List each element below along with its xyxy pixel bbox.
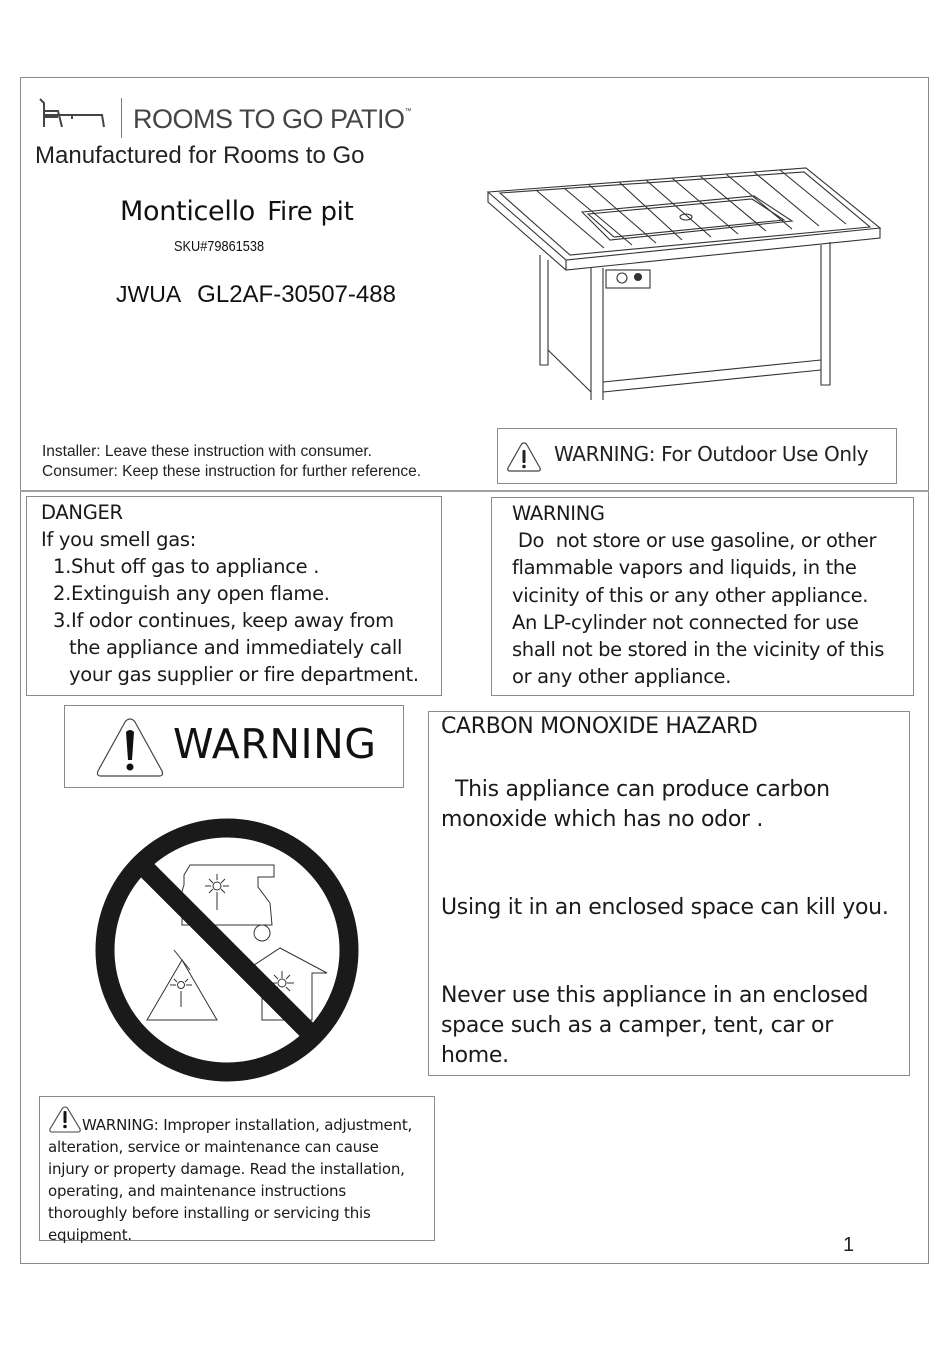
page-number: 1	[843, 1234, 855, 1256]
outdoor-use-warning	[497, 428, 897, 484]
section-divider	[20, 490, 929, 492]
big-warning-banner	[64, 705, 404, 788]
outdoor-warning-text: WARNING: For Outdoor Use Only	[554, 442, 869, 466]
install-warning-line	[48, 1105, 426, 1136]
model-prefix: JWUA	[116, 281, 182, 307]
danger-step: 2.Extinguish any open flame.	[53, 582, 330, 605]
no-enclosed-space-icon	[92, 815, 362, 1085]
warning-line: vicinity of this or any other appliance.	[512, 583, 869, 607]
install-warning-line: equipment.	[48, 1226, 132, 1244]
consumer-note: Consumer: Keep these instruction for further reference.	[42, 463, 422, 480]
warning-heading: WARNING	[512, 502, 605, 525]
co-para3-line1: Never use this appliance in an enclosed	[441, 983, 869, 1008]
logo-separator	[121, 98, 122, 138]
install-warning-line: thoroughly before installing or servicing this	[48, 1204, 371, 1222]
carbon-monoxide-hazard-box	[428, 711, 910, 1076]
gasoline-warning-box	[491, 497, 914, 696]
co-para3-line3: home.	[441, 1043, 509, 1068]
danger-box	[26, 496, 442, 696]
danger-intro: If you smell gas:	[41, 528, 196, 551]
warning-triangle-icon	[95, 716, 165, 780]
product-name: Monticello	[120, 196, 255, 227]
co-para1-line2: monoxide which has no odor .	[441, 807, 764, 832]
instruction-notes	[42, 442, 421, 482]
co-para2: Using it in an enclosed space can kill you.	[441, 895, 889, 920]
lounge-chair-icon	[38, 97, 106, 133]
model-number	[116, 281, 396, 309]
danger-step-continued: the appliance and immediately call	[69, 636, 403, 659]
big-warning-label: WARNING	[173, 720, 377, 768]
warning-line: flammable vapors and liquids, in the	[512, 556, 857, 580]
co-para3-line2: space such as a camper, tent, car or	[441, 1013, 833, 1038]
warning-triangle-icon	[506, 441, 542, 473]
product-type: Fire pit	[267, 197, 354, 227]
install-warning-text: WARNING: Improper installation, adjustment,	[82, 1116, 413, 1134]
brand-name: ROOMS TO GO PATIO™	[133, 104, 412, 134]
co-heading: CARBON MONOXIDE HAZARD	[441, 714, 758, 739]
manufactured-for: Manufactured for Rooms to Go	[35, 142, 365, 169]
co-para1-line1: This appliance can produce carbon	[455, 777, 830, 802]
install-warning-line: alteration, service or maintenance can cause	[48, 1138, 379, 1156]
sku: SKU#79861538	[174, 238, 265, 255]
install-warning-line: injury or property damage. Read the installation,	[48, 1160, 405, 1178]
danger-step: 1.Shut off gas to appliance .	[53, 555, 320, 578]
warning-triangle-icon	[48, 1105, 82, 1133]
installation-warning-box	[39, 1096, 435, 1244]
model-code: GL2AF-30507-488	[197, 281, 396, 308]
danger-heading: DANGER	[41, 501, 123, 524]
danger-step: 3.If odor continues, keep away from	[53, 609, 394, 632]
warning-line: or any other appliance.	[512, 665, 732, 689]
warning-line: shall not be stored in the vicinity of this	[512, 638, 885, 662]
installer-note: Installer: Leave these instruction with consumer.	[42, 443, 372, 460]
warning-line: An LP-cylinder not connected for use	[512, 610, 859, 634]
product-title	[120, 196, 354, 227]
danger-step-continued: your gas supplier or fire department.	[69, 663, 419, 686]
warning-line: Do not store or use gasoline, or other	[512, 529, 877, 553]
fire-pit-table-illustration	[486, 160, 886, 400]
install-warning-line: operating, and maintenance instructions	[48, 1182, 346, 1200]
